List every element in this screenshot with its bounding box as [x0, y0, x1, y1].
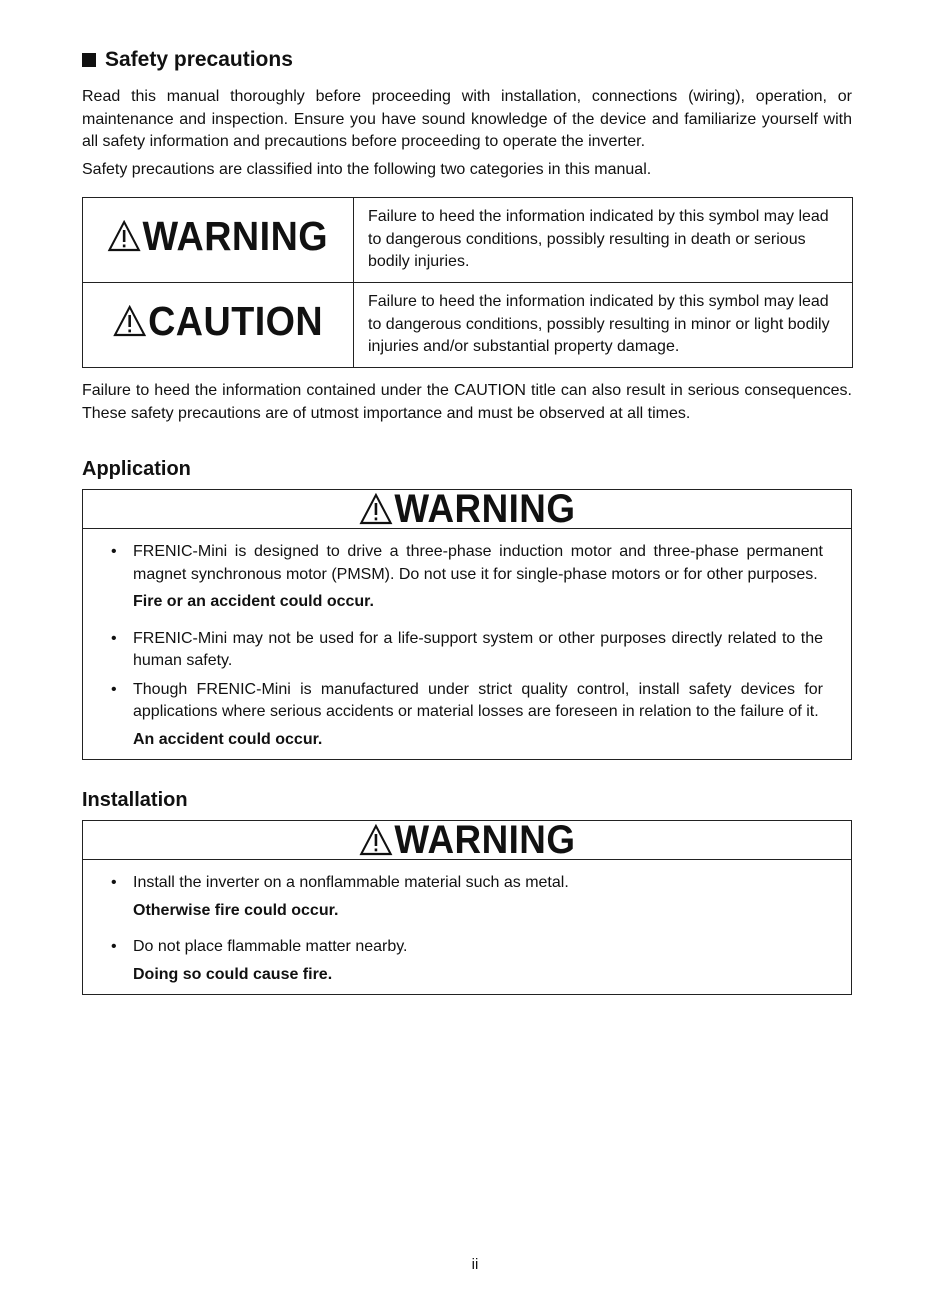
application-box-label: WARNING	[393, 486, 576, 531]
caution-note: Failure to heed the information contained under the CAUTION title can also result in serious consequences. These safety precautions are of utmost importance and must be observed at all times.	[82, 382, 852, 422]
installation-box-header	[83, 817, 851, 862]
bullet-icon: •	[111, 680, 117, 698]
title-text: Safety precautions	[105, 48, 293, 71]
application-list	[83, 529, 851, 759]
list-item	[111, 628, 823, 673]
bullet-icon: •	[111, 629, 117, 647]
item-text: Though FRENIC-Mini is manufactured under strict quality control, install safety devices for applications where serious accidents or material losses are foreseen in relation to the failure of it.	[133, 680, 823, 720]
warning-label: WARNING	[142, 213, 329, 259]
warning-symbol-cell	[83, 198, 354, 283]
item-text: FRENIC-Mini is designed to drive a three-phase induction motor and three-phase permanent magnet synchronous motor (PMSM). Do not use it for single-phase motors or for other purposes.	[133, 543, 823, 583]
warning-triangle-icon	[108, 220, 141, 252]
warning-triangle-icon	[359, 493, 392, 525]
list-item	[111, 541, 823, 614]
item-text: Do not place flammable matter nearby.	[133, 938, 408, 955]
intro-paragraph: Read this manual thoroughly before proceeding with installation, connections (wiring), operation, or maintenance and inspection. Ensure you have sound knowledge of the device and familiarize yourself with all safety information and precautions before proceeding to operate the inverter.	[82, 88, 852, 150]
application-box-header	[83, 486, 851, 531]
item-consequence: Otherwise fire could occur.	[133, 901, 339, 919]
item-consequence: An accident could occur.	[133, 730, 323, 748]
bullet-icon: •	[111, 543, 117, 560]
item-consequence: Fire or an accident could occur.	[133, 593, 374, 610]
heading-installation: Installation	[82, 789, 188, 811]
warning-description: Failure to heed the information indicated by this symbol may lead to dangerous conditions, possibly resulting in death or serious bodily injuries.	[354, 198, 853, 283]
item-text: FRENIC-Mini may not be used for a life-support system or other purposes directly related to the human safety.	[133, 629, 823, 669]
caution-symbol-cell	[83, 283, 354, 368]
square-bullet-icon	[82, 53, 96, 67]
bullet-icon: •	[111, 938, 117, 955]
installation-box-label: WARNING	[393, 817, 576, 862]
bullet-icon: •	[111, 874, 117, 891]
classification-table	[82, 197, 853, 368]
heading-application: Application	[82, 458, 191, 480]
classification-row-warning	[83, 198, 853, 283]
page-content	[82, 48, 852, 995]
intro-classification-note: Safety precautions are classified into the following two categories in this manual.	[82, 160, 652, 178]
application-warning-box	[82, 486, 852, 760]
warning-triangle-icon	[113, 305, 146, 337]
caution-label: CAUTION	[147, 298, 323, 344]
warning-triangle-icon	[359, 824, 392, 856]
classification-row-caution	[83, 283, 853, 368]
list-item	[111, 872, 823, 922]
section-title	[82, 48, 852, 72]
caution-description: Failure to heed the information indicated by this symbol may lead to dangerous conditions, possibly resulting in minor or light bodily injuries and/or substantial property damage.	[354, 283, 853, 368]
item-text: Install the inverter on a nonflammable material such as metal.	[133, 874, 569, 891]
list-item	[111, 679, 823, 752]
list-item	[111, 936, 823, 986]
installation-list	[83, 860, 851, 994]
item-consequence: Doing so could cause fire.	[133, 965, 333, 983]
installation-warning-box	[82, 817, 852, 995]
page-number: ii	[471, 1256, 479, 1273]
